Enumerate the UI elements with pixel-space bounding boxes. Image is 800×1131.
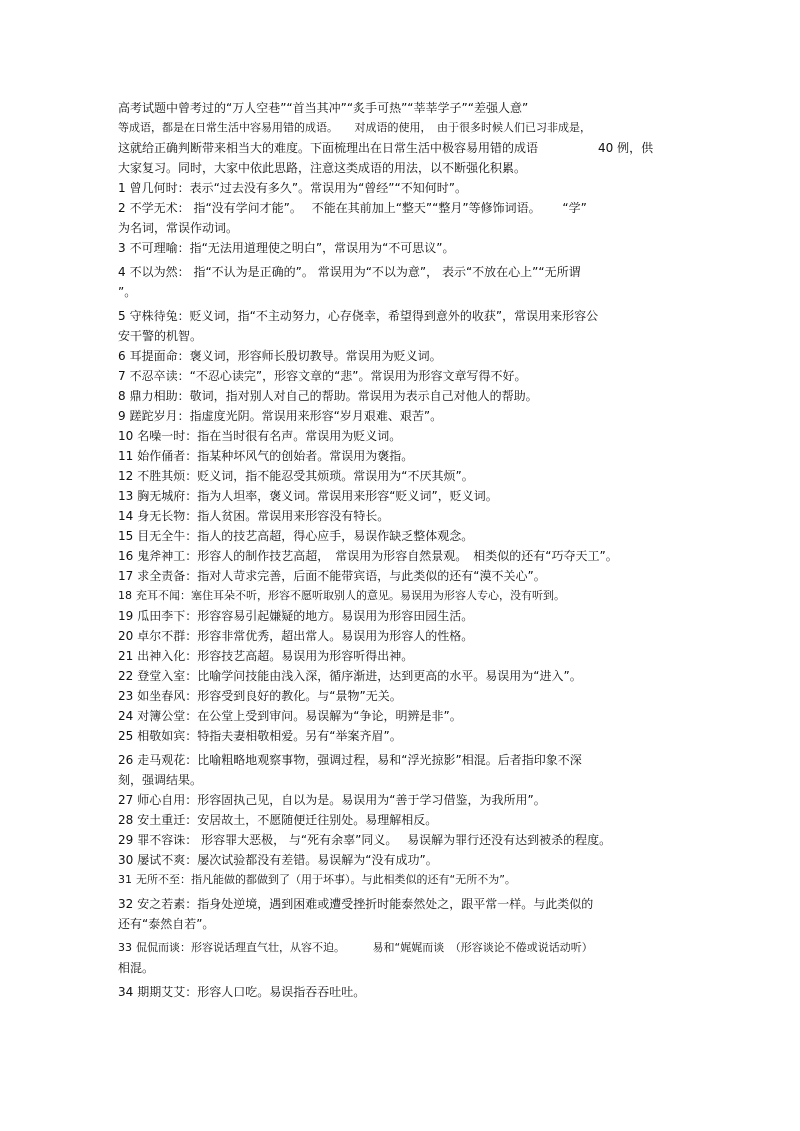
entry-text: 蹉跎岁月：指虚度光阴。常误用来形容“岁月艰难、艰苦”。 [129, 409, 443, 423]
entry-number: 7 [118, 369, 126, 383]
idiom-entry [118, 178, 678, 198]
idiom-entry [118, 870, 678, 890]
idiom-list [118, 178, 678, 1002]
idiom-entry [118, 346, 678, 366]
entry-number: 17 [118, 569, 134, 583]
entry-text: 不以为然： 指“不认为是正确的”。 常误用为“不以为意”， 表示“不放在心上”“无所谓 [129, 265, 581, 279]
entry-number: 32 [118, 897, 134, 911]
entry-number: 27 [118, 793, 134, 807]
entry-text: 无所不至：指凡能做的都做到了（用于坏事）。与此相类似的还有“无所不为”。 [136, 873, 516, 886]
idiom-entry [118, 566, 678, 586]
entry-text: 求全责备：指对人苛求完善，后面不能带宾语，与此类似的还有“漠不关心”。 [137, 569, 546, 583]
entry-text: 安土重迁：安居故土，不愿随便迁往别处。易理解相反。 [137, 813, 438, 827]
entry-number: 29 [118, 833, 134, 847]
entry-number: 10 [118, 429, 134, 443]
entry-number: 12 [118, 469, 134, 483]
entry-continuation: 还有“泰然自若”。 [118, 917, 215, 931]
entry-text: 耳提面命：褒义词，形容师长殷切教导。常误用为贬义词。 [129, 349, 442, 363]
entry-number: 34 [118, 985, 134, 999]
idiom-entry [118, 706, 678, 726]
idiom-entry [118, 238, 678, 258]
entry-continuation: 安干警的机智。 [118, 329, 203, 343]
entry-text: 不胜其烦：贬义词，指不能忍受其烦琐。常误用为“不厌其烦”。 [137, 469, 474, 483]
entry-number: 19 [118, 609, 134, 623]
entry-text: 曾几何时：表示“过去没有多久”。常误用为“曾经”“不知何时”。 [129, 181, 467, 195]
idiom-entry [118, 486, 678, 506]
entry-text: 目无全牛：指人的技艺高超，得心应手，易误作缺乏整体观念。 [137, 529, 474, 543]
entry-number: 11 [118, 449, 134, 463]
entry-number: 4 [118, 265, 126, 279]
idiom-entry [118, 626, 678, 646]
idiom-entry [118, 830, 678, 850]
entry-number: 20 [118, 629, 134, 643]
entry-number: 31 [118, 873, 132, 886]
entry-text: 走马观花：比喻粗略地观察事物，强调过程，易和“浮光掠影”相混。后者指印象不深 [137, 753, 582, 767]
entry-continuation: ”。 [118, 285, 137, 299]
entry-text: 不忍卒读：“不忍心读完”，形容文章的“悲”。常误用为形容文章写得不好。 [129, 369, 527, 383]
intro-line: 高考试题中曾考过的“万人空巷”“首当其冲”“炙手可热”“莘莘学子”“差强人意” [118, 101, 529, 115]
entry-continuation: 刻，强调结果。 [118, 773, 203, 787]
entry-number: 8 [118, 389, 126, 403]
entry-number: 16 [118, 549, 134, 563]
entry-text: 鼎力相助：敬词，指对别人对自己的帮助。常误用为表示自己对他人的帮助。 [129, 389, 538, 403]
entry-number: 24 [118, 709, 134, 723]
entry-number: 13 [118, 489, 134, 503]
idiom-entry [118, 262, 678, 282]
entry-text: 鬼斧神工：形容人的制作技艺高超， 常误用为形容自然景观。 相类似的还有“巧夺天工”。 [137, 549, 618, 563]
idiom-entry [118, 466, 678, 486]
idiom-entry [118, 426, 678, 446]
entry-number: 15 [118, 529, 134, 543]
document-page [118, 98, 678, 1002]
entry-text: 对簿公堂：在公堂上受到审问。易误解为“争论，明辨是非”。 [137, 709, 462, 723]
entry-text: 期期艾艾：形容人口吃。易误指吞吞吐吐。 [137, 985, 366, 999]
entry-text: 侃侃而谈：形容说话理直气壮，从容不迫。 易和“娓娓而谈 （形容谈论不倦或说话动听） [136, 941, 593, 954]
entry-number: 26 [118, 753, 134, 767]
entry-text: 师心自用：形容固执己见，自以为是。易误用为“善于学习借鉴，为我所用”。 [137, 793, 546, 807]
idiom-entry [118, 606, 678, 626]
idiom-entry [118, 686, 678, 706]
entry-text: 名噪一时：指在当时很有名声。常误用为贬义词。 [137, 429, 402, 443]
entry-number: 3 [118, 241, 126, 255]
entry-number: 25 [118, 729, 134, 743]
entry-number: 21 [118, 649, 134, 663]
entry-number: 18 [118, 589, 132, 602]
entry-text: 登堂入室：比喻学问技能由浅入深，循序渐进，达到更高的水平。易误用为“进入”。 [137, 669, 582, 683]
intro-line: 等成语，都是在日常生活中容易用错的成语。 对成语的使用， 由于很多时候人们已习非成是， [118, 121, 591, 134]
entry-text: 相敬如宾：特指夫妻相敬相爱。另有“举案齐眉”。 [137, 729, 402, 743]
entry-text: 瓜田李下：形容容易引起嫌疑的地方。易误用为形容田园生活。 [137, 609, 474, 623]
entry-text: 守株待兔：贬义词，指“不主动努力，心存侥幸，希望得到意外的收获”，常误用来形容公 [129, 309, 599, 323]
entry-text: 身无长物：指人贫困。常误用来形容没有特长。 [137, 509, 390, 523]
entry-text: 不可理喻：指“无法用道理使之明白”，常误用为“不可思议”。 [129, 241, 455, 255]
idiom-entry [118, 894, 678, 914]
idiom-entry [118, 198, 678, 218]
idiom-entry [118, 406, 678, 426]
entry-number: 14 [118, 509, 134, 523]
idiom-entry [118, 750, 678, 770]
idiom-entry [118, 366, 678, 386]
entry-text: 始作俑者：指某种坏风气的创始者。常误用为褒指。 [137, 449, 414, 463]
idiom-entry [118, 790, 678, 810]
entry-text: 胸无城府：指为人坦率，褒义词。常误用来形容“贬义词”，贬义词。 [137, 489, 498, 503]
entry-text: 如坐春风：形容受到良好的教化。与“景物”无关。 [137, 689, 402, 703]
idiom-entry [118, 386, 678, 406]
idiom-entry [118, 938, 678, 958]
entry-number: 6 [118, 349, 126, 363]
idiom-entry [118, 506, 678, 526]
entry-text: 卓尔不群：形容非常优秀，超出常人。易误用为形容人的性格。 [137, 629, 474, 643]
entry-number: 28 [118, 813, 134, 827]
idiom-entry [118, 666, 678, 686]
idiom-entry [118, 982, 678, 1002]
idiom-entry [118, 850, 678, 870]
idiom-entry [118, 526, 678, 546]
entry-number: 23 [118, 689, 134, 703]
entry-number: 1 [118, 181, 126, 195]
entry-number: 5 [118, 309, 126, 323]
entry-number: 9 [118, 409, 126, 423]
idiom-entry [118, 586, 678, 606]
entry-number: 22 [118, 669, 134, 683]
entry-text: 充耳不闻：塞住耳朵不听，形容不愿听取别人的意见。易误用为形容人专心，没有听到。 [136, 589, 565, 602]
idiom-entry [118, 646, 678, 666]
entry-text: 出神入化：形容技艺高超。易误用为形容听得出神。 [137, 649, 414, 663]
entry-text: 屡试不爽：屡次试验都没有差错。易误解为“没有成功”。 [137, 853, 438, 867]
entry-number: 2 [118, 201, 126, 215]
intro-paragraph [118, 98, 678, 178]
entry-text: 安之若素：指身处逆境，遇到困难或遭受挫折时能泰然处之，跟平常一样。与此类似的 [137, 897, 594, 911]
idiom-entry [118, 306, 678, 326]
idiom-entry [118, 546, 678, 566]
entry-continuation: 相混。 [118, 961, 155, 975]
idiom-entry [118, 726, 678, 746]
entry-continuation: 为名词，常误作动词。 [118, 221, 239, 235]
intro-line: 大家复习。同时，大家中依此思路，注意这类成语的用法，以不断强化积累。 [118, 161, 527, 175]
entry-number: 33 [118, 941, 132, 954]
intro-line: 这就给正确判断带来相当大的难度。下面梳理出在日常生活中极容易用错的成语 40 例，供 [118, 141, 654, 155]
entry-number: 30 [118, 853, 134, 867]
idiom-entry [118, 446, 678, 466]
entry-text: 不学无术： 指“没有学问才能”。 不能在其前加上“整天”“整月”等修饰词语。 “学” [129, 201, 587, 215]
idiom-entry [118, 810, 678, 830]
entry-text: 罪不容诛： 形容罪大恶极， 与“死有余辜”同义。 易误解为罪行还没有达到被杀的程度。 [137, 833, 612, 847]
